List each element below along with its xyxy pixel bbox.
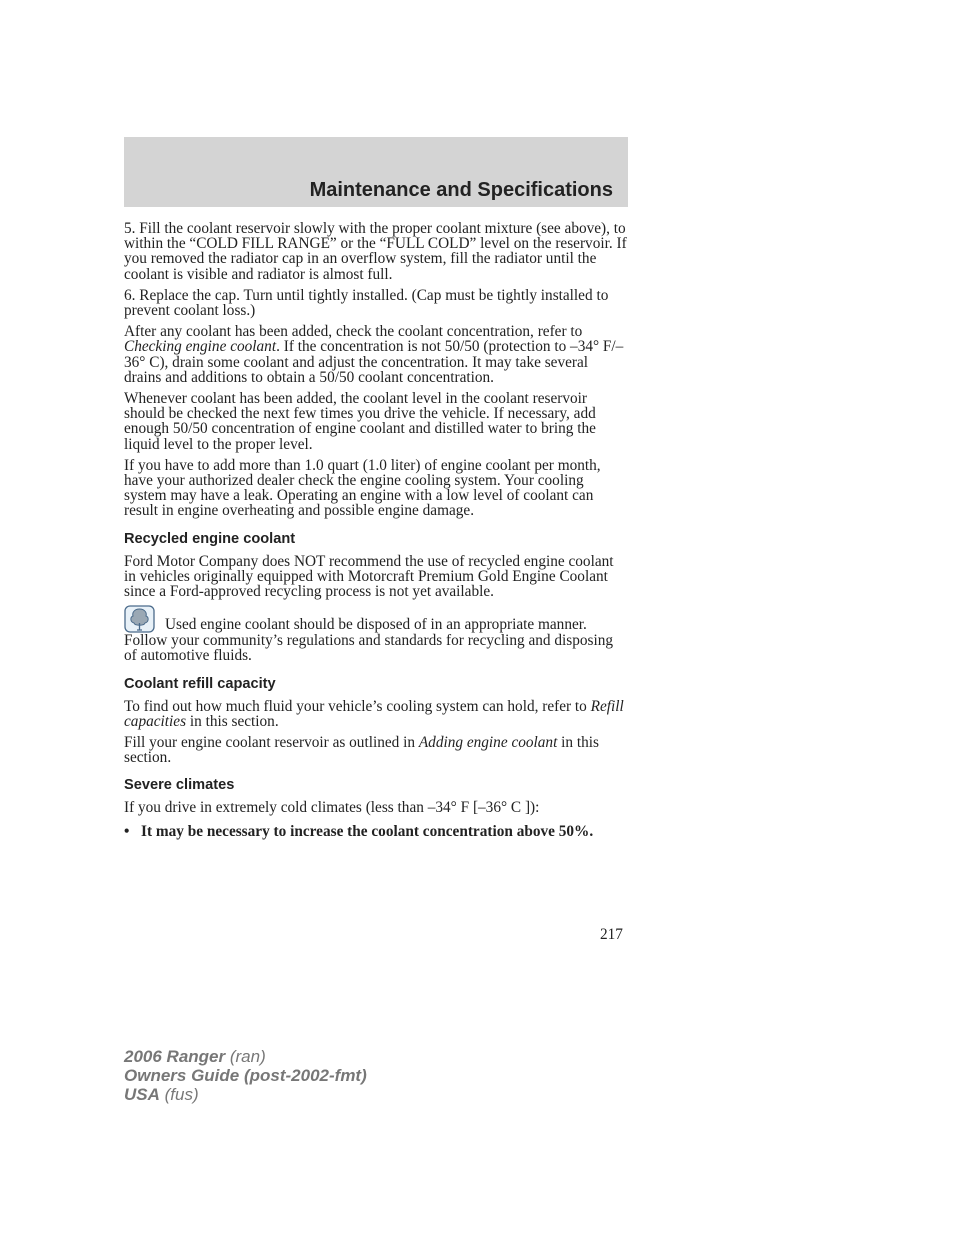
footer-line-2	[124, 1066, 367, 1085]
page-number: 217	[600, 926, 623, 943]
paragraph-step-5: 5. Fill the coolant reservoir slowly with the proper coolant mixture (see above), to within the “COLD FILL RANGE” or the “FULL COLD” level on the reservoir. If you removed the radiator cap in an overflow system, fill the radiator until the coolant is visible and radiator is almost full.	[124, 220, 627, 283]
paragraph-fill-reservoir	[124, 735, 628, 765]
document-footer	[124, 1047, 367, 1104]
bullet-item	[124, 824, 628, 839]
footer-market-code: (fus)	[159, 1085, 199, 1104]
environmental-note	[124, 605, 628, 663]
reference-checking-engine-coolant: Checking engine coolant	[124, 338, 277, 356]
footer-guide: Owners Guide (post-2002-fmt)	[124, 1066, 367, 1085]
footer-market: USA	[124, 1085, 160, 1104]
bullet-text: It may be necessary to increase the coolant concentration above 50%.	[141, 822, 594, 840]
text: in this section.	[124, 734, 599, 767]
paragraph-coolant-level: Whenever coolant has been added, the coolant level in the coolant reservoir should be checked the next few times you drive the vehicle. If necessary, add enough 50/50 concentration of engine coolant and distilled water to bring the liquid level to the proper level.	[124, 390, 596, 453]
paragraph-recycled-coolant: Ford Motor Company does NOT recommend the use of recycled engine coolant in vehicles originally equipped with Motorcraft Premium Gold Engine Coolant since a Ford-approved recycling process is not yet available.	[124, 552, 614, 601]
heading-recycled-engine-coolant: Recycled engine coolant	[124, 530, 296, 547]
bullet-marker: •	[124, 822, 130, 840]
text: . If the concentration is not 50/50 (protection to –34° F/–36° C), drain some coolant and adjust the concentration. It may take several drains and additions to obtain a 50/50 coolant concentration.	[124, 338, 624, 386]
paragraph-refill-capacity	[124, 699, 628, 729]
footer-line-1	[124, 1047, 367, 1066]
text: Fill your engine coolant reservoir as outlined in	[124, 734, 419, 752]
paragraph-coolant-leak: If you have to add more than 1.0 quart (1.0 liter) of engine coolant per month, have your authorized dealer check the engine cooling system. Your cooling system may have a leak. Operating an engine with a low level of coolant can result in engine overheating and possible engine damage.	[124, 456, 601, 520]
text: To find out how much fluid your vehicle’s cooling system can hold, refer to	[124, 697, 591, 715]
paragraph-check-concentration	[124, 324, 628, 385]
footer-line-3	[124, 1085, 367, 1104]
paragraph-step-6: 6. Replace the cap. Turn until tightly installed. (Cap must be tightly installed to prevent coolant loss.)	[124, 286, 609, 320]
text: in this section.	[186, 712, 279, 730]
section-header-bar	[124, 137, 628, 207]
footer-model-code: (ran)	[225, 1047, 266, 1066]
environmental-note-text: Used engine coolant should be disposed of in an appropriate manner. Follow your community’s regulations and standards for recycling and disposing of automotive fluids.	[124, 616, 613, 665]
environment-tree-icon	[124, 605, 155, 633]
text: After any coolant has been added, check the coolant concentration, refer to	[124, 323, 583, 341]
reference-adding-engine-coolant: Adding engine coolant	[418, 734, 558, 752]
footer-model: 2006 Ranger	[124, 1047, 226, 1066]
heading-severe-climates: Severe climates	[124, 777, 235, 794]
reference-refill-capacities: Refill capacities	[124, 697, 624, 730]
section-title: Maintenance and Specifications	[309, 179, 613, 201]
heading-coolant-refill-capacity: Coolant refill capacity	[124, 675, 276, 692]
paragraph-cold-climates: If you drive in extremely cold climates (less than –34° F [–36° C ]):	[124, 799, 540, 817]
page-content	[124, 221, 628, 839]
